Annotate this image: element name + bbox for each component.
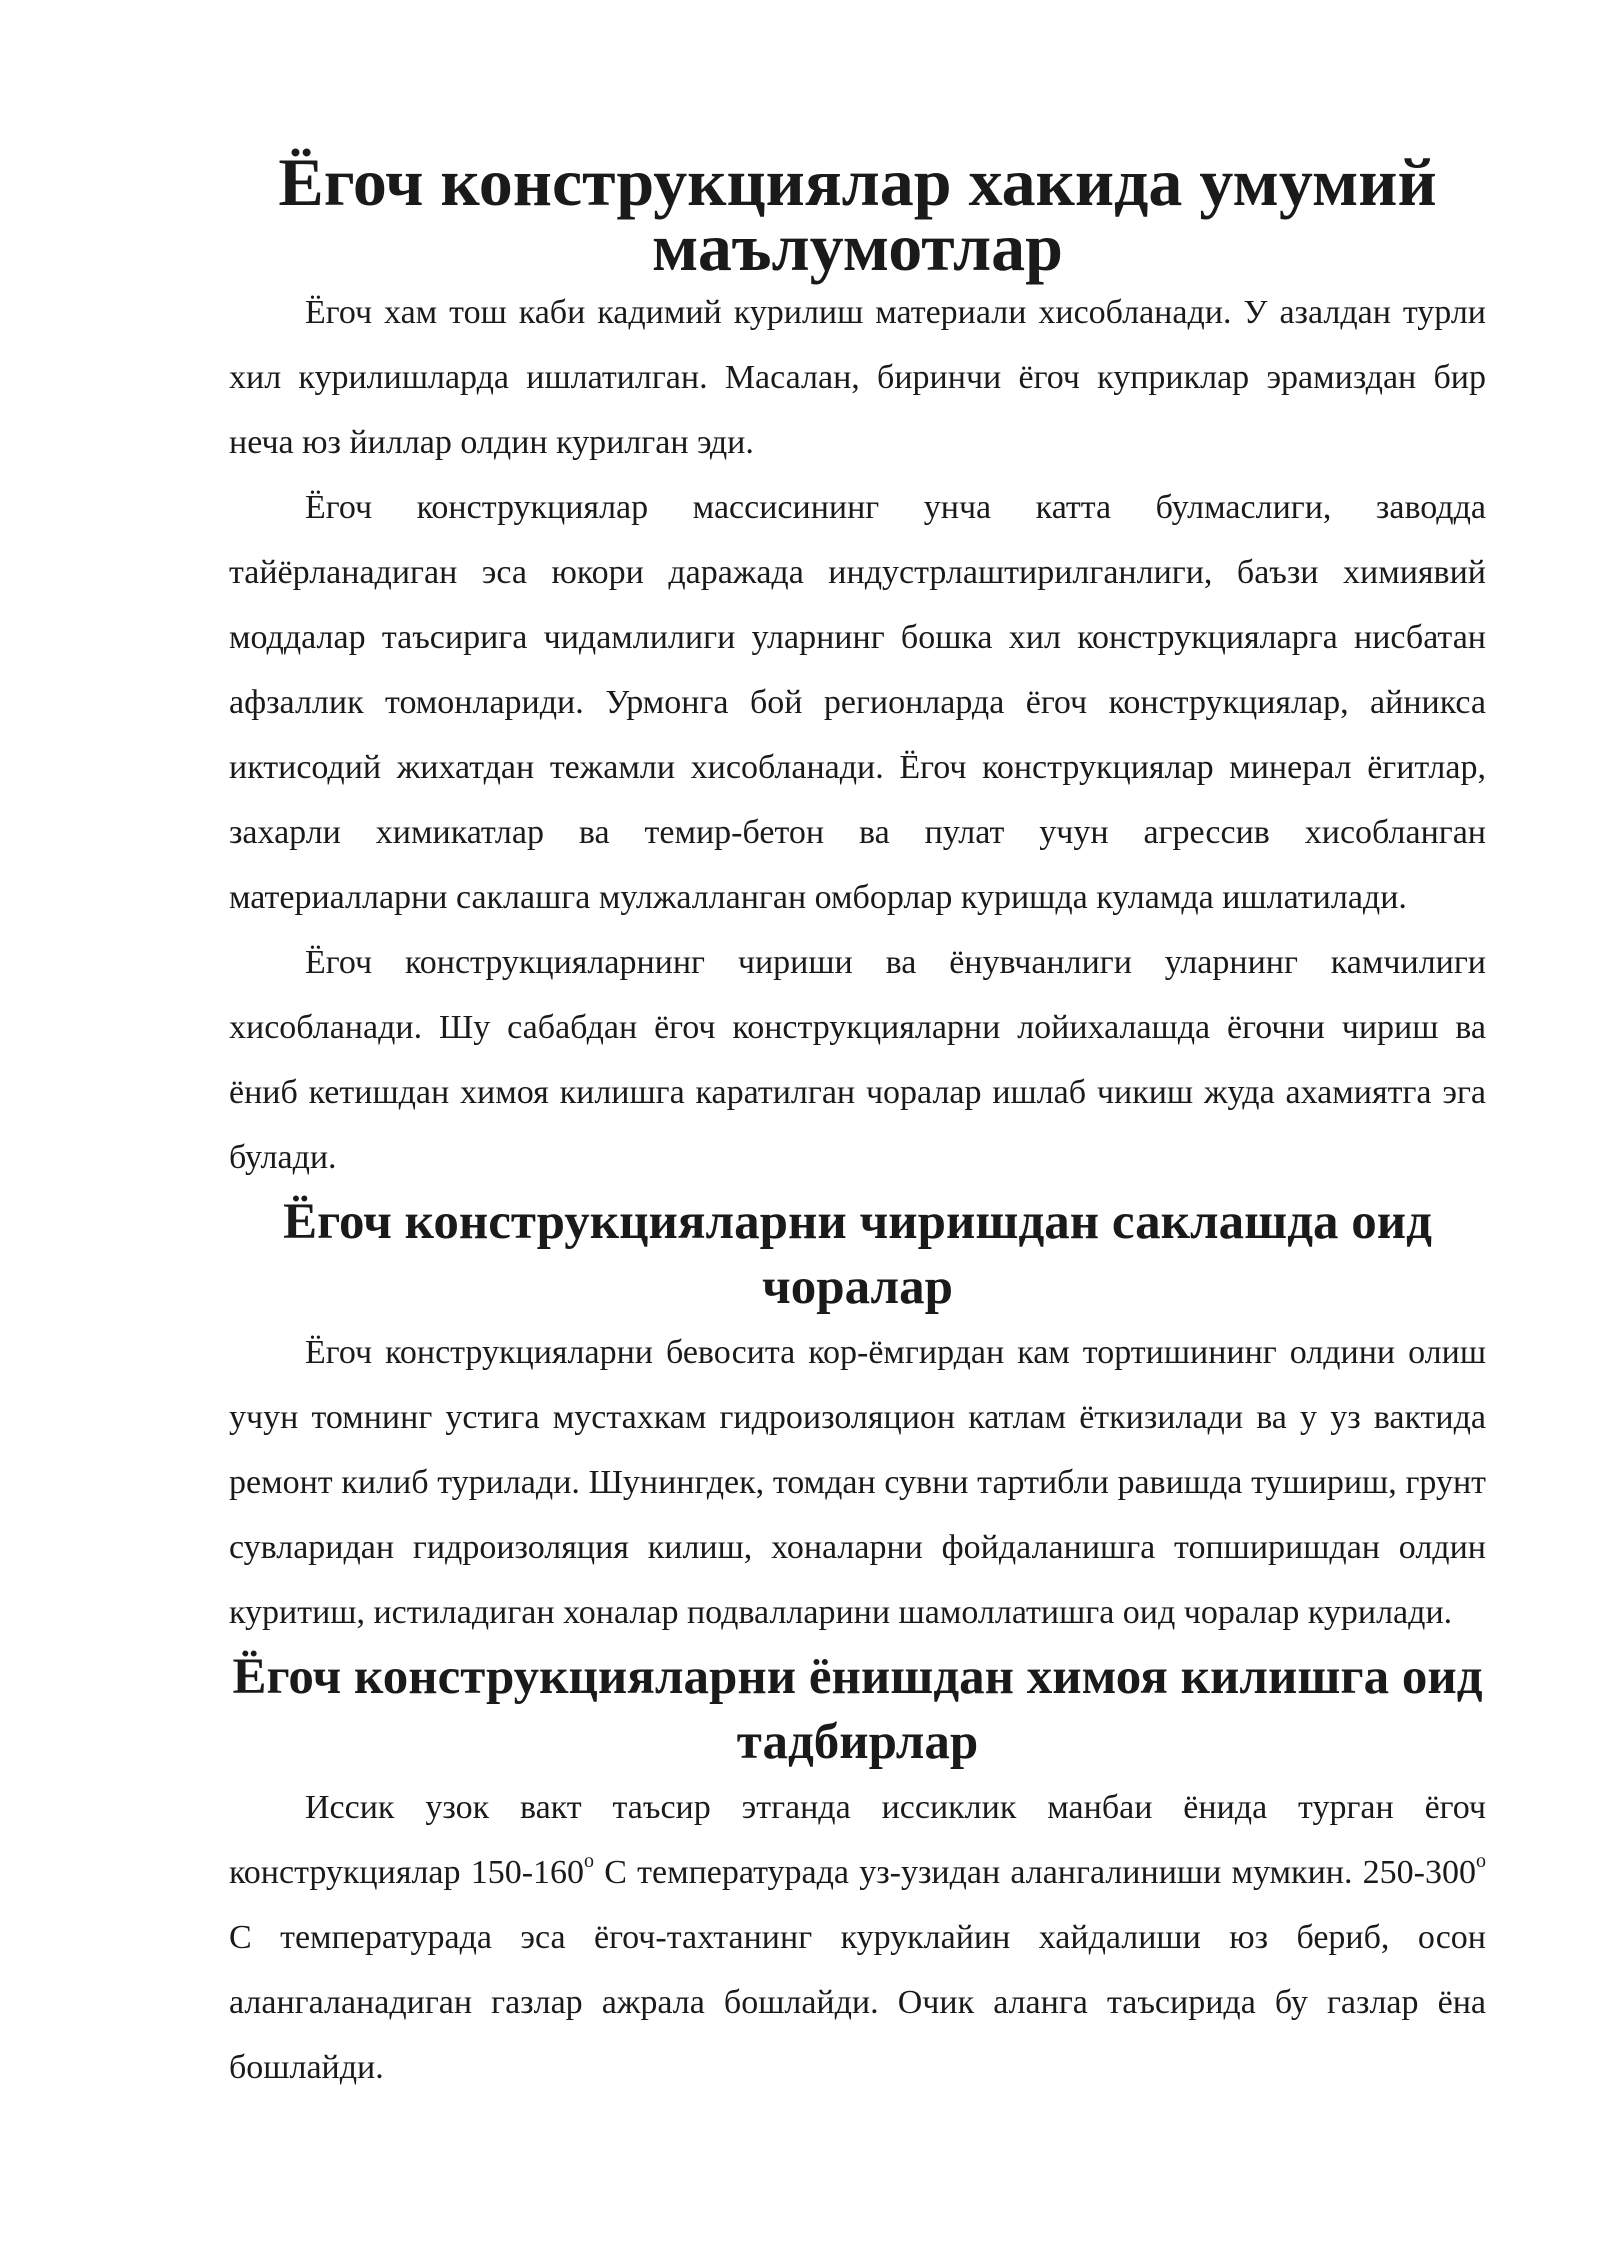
paragraph-temperature — [229, 1775, 1486, 2100]
degree-superscript: о — [1476, 1849, 1486, 1872]
paragraph: Ёгоч конструкцияларнинг чириши ва ёнувчанлиги уларнинг камчилиги хисобланади. Шу сабабдан ёгоч конструкцияларни лойихалашда ёгочни чириш ва ёниб кетишдан химоя килишга каратилган чоралар ишлаб чикиш жуда ахамиятга эга булади. — [229, 944, 1486, 1176]
section-heading-general-info: Ёгоч конструкциялар хакида умумий маълумотлар — [278, 144, 1437, 285]
text-run: С температурада эса ёгоч-тахтанинг куруклайин хайдалиши юз бериб, осон алангаланадиган газлар ажрала бошлайди. Очик аланга таъсирида бу газлар ёна бошлайди. — [229, 1919, 1486, 2086]
text-run: Иссик узок вакт таъсир этганда иссиклик манбаи ёнида турган ёгоч конструкциялар 150-160 — [229, 1789, 1486, 1891]
section-heading-fire-protection: Ёгоч конструкцияларни ёнишдан химоя килишга оид тадбирлар — [232, 1649, 1483, 1770]
paragraph: Ёгоч конструкцияларни бевосита кор-ёмгирдан кам тортишининг олдини олиш учун томнинг устига мустахкам гидроизоляцион катлам ёткизилади ва у уз вактида ремонт килиб турилади. Шунингдек, томдан сувни тартибли равишда тушириш, грунт сувларидан гидроизоляция килиш, хоналарни фойдаланишга топширишдан олдин куритиш, истиладиган хоналар подвалларини шамоллатишга оид чоралар курилади. — [229, 1334, 1486, 1631]
paragraph: Ёгоч конструкциялар массисининг унча катта булмаслиги, заводда тайёрланадиган эса юкори даражада индустрлаштирилганлиги, баъзи химиявий моддалар таъсирига чидамлилиги уларнинг бошка хил конструкцияларга нисбатан афзаллик томонлариди. Урмонга бой регионларда ёгоч конструкциялар, айникса иктисодий жихатдан тежамли хисобланади. Ёгоч конструкциялар минерал ёгитлар, захарли химикатлар ва темир-бетон ва пулат учун агрессив хисобланган материалларни саклашга мулжалланган омборлар куришда куламда ишлатилади. — [229, 489, 1486, 916]
paragraph: Ёгоч хам тош каби кадимий курилиш материали хисобланади. У азалдан турли хил курилишларда ишлатилган. Масалан, биринчи ёгоч куприклар эрамиздан бир неча юз йиллар олдин курилган эди. — [229, 294, 1486, 461]
section-heading-rot-protection: Ёгоч конструкцияларни чиришдан саклашда оид чоралар — [283, 1194, 1432, 1315]
text-run: С температурада уз-узидан алангалиниши мумкин. 250-300 — [594, 1854, 1476, 1891]
document-page — [229, 144, 1486, 2100]
degree-superscript: о — [584, 1849, 595, 1872]
